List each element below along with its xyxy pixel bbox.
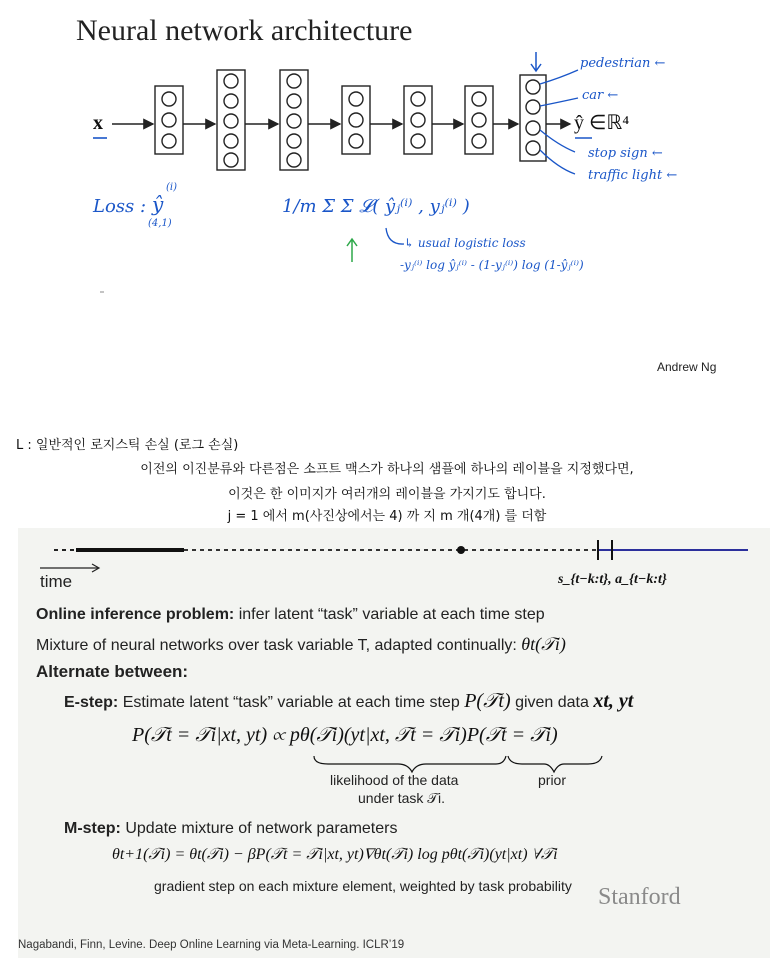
m-step-text: Update mixture of network parameters	[125, 820, 398, 837]
layer-6	[465, 86, 493, 154]
green-arrow	[347, 239, 357, 262]
output-label: ŷ ∈ℝ⁴	[574, 112, 630, 134]
under-task-caption: under task 𝒯i.	[358, 790, 445, 806]
note-line-2: 이전의 이진분류와 다른점은 소프트 맥스가 하나의 샘플에 하나의 레이블을 지정했다면,	[140, 462, 634, 477]
annotation-car: car ←	[582, 88, 619, 103]
layer-2	[217, 70, 245, 170]
stanford-logo: Stanford	[598, 884, 681, 910]
mixture-text: Mixture of neural networks over task variable T, adapted continually:	[36, 637, 517, 654]
m-step-heading: M-step:	[64, 820, 121, 837]
mixture-math: θt(𝒯i)	[521, 634, 566, 654]
m-step-equation: θt+1(𝒯i) = θt(𝒯i) − βP(𝒯t = 𝒯i|xt, yt)∇θt(𝒯i) log pθt(𝒯i)(yt|xt) ∀𝒯i	[112, 846, 558, 863]
annotation-pedestrian: pedestrian ←	[580, 56, 666, 71]
layer-1	[155, 86, 183, 154]
prior-caption: prior	[538, 772, 567, 788]
alternate-heading: Alternate between:	[36, 662, 189, 681]
author-credit: Andrew Ng	[657, 360, 717, 374]
equation-braces	[308, 754, 608, 774]
m-step-line	[64, 820, 397, 838]
note-line-3: 이것은 한 이미지가 여러개의 레이블을 가지기도 합니다.	[228, 487, 546, 502]
layer-5	[404, 86, 432, 154]
online-inference-heading: Online inference problem:	[36, 606, 235, 623]
layer-3	[280, 70, 308, 170]
time-label: time	[40, 572, 73, 591]
loss-y-hat: ŷ	[152, 192, 164, 216]
loss-dims: (4,1)	[148, 218, 172, 229]
loss-sum-formula: 1/m Σ Σ 𝓛( ŷⱼ⁽ⁱ⁾ , yⱼ⁽ⁱ⁾ )	[282, 196, 470, 217]
e-step-data-math: xt, yt	[593, 690, 634, 712]
timeline	[18, 528, 770, 608]
e-step-heading: E-step:	[64, 694, 119, 711]
neural-network-slide	[0, 0, 774, 400]
loss-superscript: (i)	[166, 182, 178, 193]
annotation-stop-sign: stop sign ←	[588, 146, 663, 161]
gradient-caption: gradient step on each mixture element, weighted by task probability	[154, 878, 572, 894]
online-inference-line	[36, 606, 545, 624]
annotation-traffic-light: traffic light ←	[588, 168, 678, 183]
e-step-line	[64, 690, 633, 713]
slide-title: Neural network architecture	[76, 14, 413, 47]
online-inference-text: infer latent “task” variable at each time step	[238, 606, 545, 623]
e-step-equation: P(𝒯t = 𝒯i|xt, yt) ∝ pθ(𝒯i)(yt|xt, 𝒯t = 𝒯i)P(𝒯t = 𝒯i)	[132, 724, 558, 746]
usual-logistic-loss: ↳ usual logistic loss	[404, 236, 526, 250]
timeline-state-action: s_{t−k:t}, a_{t−k:t}	[558, 572, 667, 587]
likelihood-caption: likelihood of the data	[330, 772, 459, 788]
input-label: x	[93, 112, 103, 134]
layer-4	[342, 86, 370, 154]
note-line-1: L : 일반적인 로지스틱 손실 (로그 손실)	[16, 438, 239, 453]
e-step-given: given data	[515, 694, 589, 711]
e-step-text: Estimate latent “task” variable at each time step	[122, 694, 460, 711]
note-line-4: j = 1 에서 m(사진상에서는 4) 까 지 m 개(4개) 를 더함	[227, 509, 547, 524]
logistic-loss-formula: -yⱼ⁽ⁱ⁾ log ŷⱼ⁽ⁱ⁾ - (1-yⱼ⁽ⁱ⁾) log (1-ŷⱼ⁽ⁱ⁾)	[400, 258, 584, 272]
loss-label: Loss :	[93, 196, 147, 217]
citation: Nagabandi, Finn, Levine. Deep Online Learning via Meta-Learning. ICLR’19	[18, 939, 405, 951]
output-layer	[520, 75, 546, 161]
mixture-line	[36, 634, 566, 655]
e-step-prior-math: P(𝒯t)	[464, 690, 511, 712]
